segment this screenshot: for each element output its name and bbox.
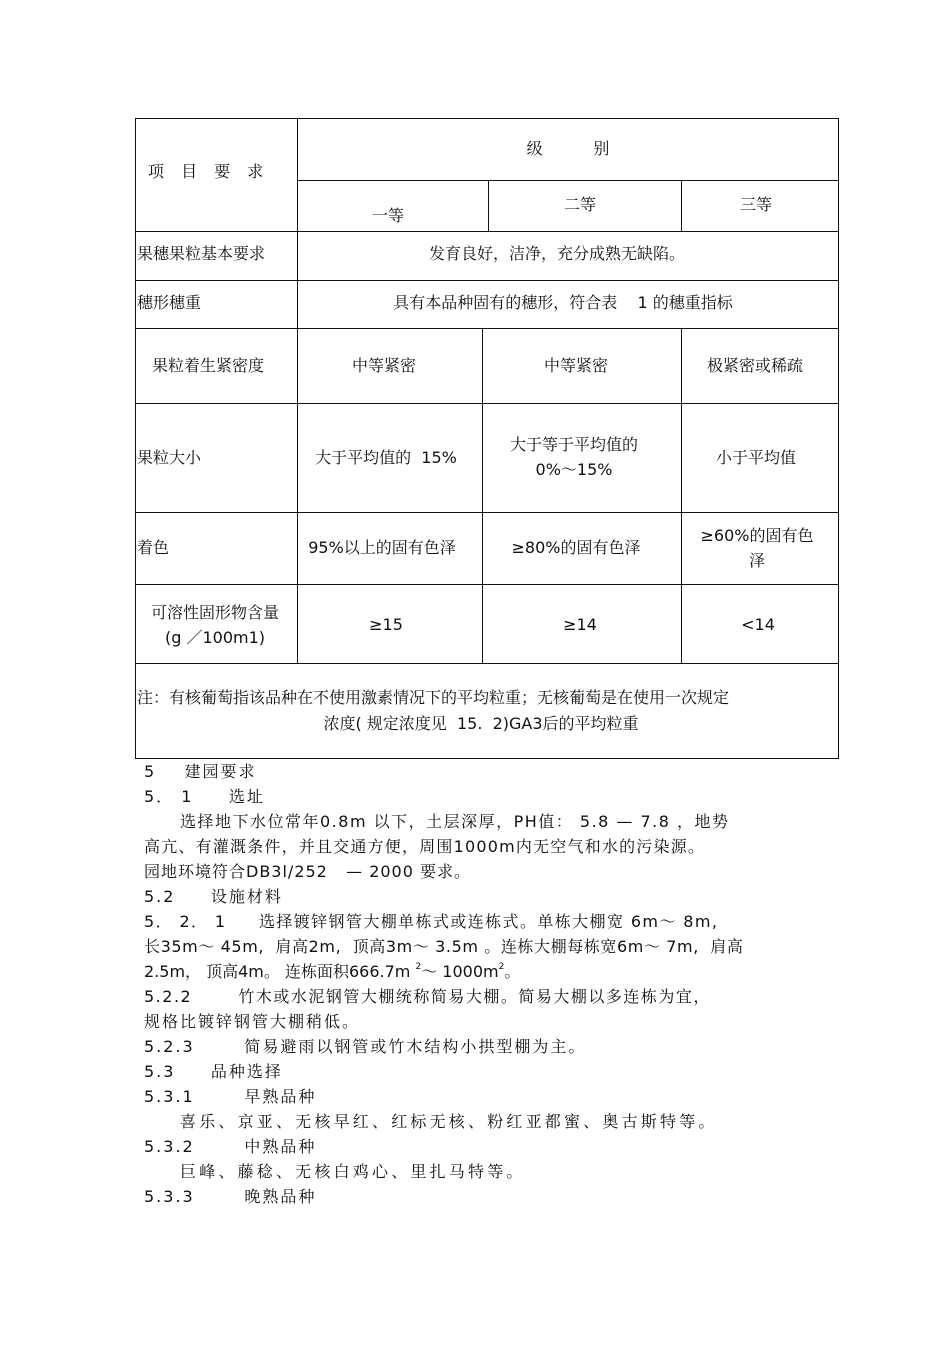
table-rule	[135, 231, 839, 232]
cell-value: ≥14	[563, 615, 597, 634]
table-rule	[135, 512, 839, 513]
table-rule	[135, 663, 839, 664]
cell-value: <14	[741, 615, 775, 634]
paragraph-line: 长35m～ 45m, 肩高2m, 顶高3m～ 3.5m 。连栋大棚每栋宽6m～ 7m, 肩高	[144, 937, 744, 956]
paragraph-line: 高亢、有灌溉条件，并且交通方便，周围1000m内无空气和水的污染源。	[144, 837, 706, 856]
cell-value: 中等紧密	[351, 356, 417, 375]
table-rule	[297, 180, 838, 181]
row-label: 果穗果粒基本要求	[137, 244, 266, 263]
cell-value-line2: 泽	[748, 551, 766, 570]
section-heading: 5.2 设施材料	[144, 887, 283, 906]
area-text: 2.5m， 顶高4m。 连栋面积666.7m	[144, 962, 416, 981]
table-rule	[488, 180, 489, 231]
row-label: 果粒大小	[137, 448, 202, 467]
paragraph-line: 巨峰、藤稔、无核白鸡心、里扎马特等。	[180, 1162, 526, 1181]
area-text: ～ 1000m	[421, 962, 499, 981]
superscript: 2	[415, 962, 422, 972]
table-rule	[135, 584, 839, 585]
paragraph-line: 选择地下水位常年0.8m 以下，土层深厚，PH值： 5.8 — 7.8 ，地势	[180, 812, 730, 831]
cell-value: 中等紧密	[543, 356, 609, 375]
row-label: 可溶性固形物含量	[150, 603, 280, 622]
cell-value: 大于等于平均值的	[509, 435, 639, 454]
paragraph-line: 5． 2． 1 选择镀锌钢管大棚单栋式或连栋式。单栋大棚宽 6m～ 8m,	[144, 912, 719, 931]
section-heading: 5.3 品种选择	[144, 1062, 283, 1081]
header-item: 项 目 要 求	[148, 162, 270, 181]
section-heading: 5． 1 选址	[144, 787, 265, 806]
row-label: 着色	[137, 538, 170, 557]
paragraph-line: 5.2.3 简易避雨以钢管或竹木结构小拱型棚为主。	[144, 1037, 587, 1056]
row-label-line2: (g ／100m1)	[164, 628, 266, 647]
section-heading: 5.3.3 晚熟品种	[144, 1187, 317, 1206]
paragraph-line: 5.2.2 竹木或水泥钢管大棚统称简易大棚。简易大棚以多连栋为宜，	[144, 987, 711, 1006]
table-note: 注：有核葡萄指该品种在不使用激素情况下的平均粒重；无核葡萄是在使用一次规定	[137, 688, 730, 707]
superscript: 2	[498, 962, 505, 972]
section-heading: 5.3.1 早熟品种	[144, 1087, 317, 1106]
cell-value: ≥80%的固有色泽	[511, 538, 641, 557]
cell-value: 大于平均值的 15%	[315, 448, 457, 467]
row-label: 穗形穗重	[137, 293, 202, 312]
paragraph-line	[144, 960, 520, 984]
table-rule	[135, 328, 839, 329]
cell-value: 95%以上的固有色泽	[308, 538, 456, 557]
section-heading: 5.3.2 中熟品种	[144, 1137, 317, 1156]
table-rule	[681, 180, 682, 231]
cell-value: 小于平均值	[715, 448, 797, 467]
table-rule	[297, 118, 298, 663]
paragraph-line: 园地环境符合DB3l/252 — 2000 要求。	[144, 862, 472, 881]
table-rule	[681, 328, 682, 663]
table-rule	[482, 328, 483, 663]
area-text: 。	[504, 962, 521, 981]
grade-1: 一等	[371, 206, 405, 225]
row-merged-value: 具有本品种固有的穗形，符合表 1 的穗重指标	[393, 293, 733, 312]
grade-3: 三等	[739, 195, 773, 214]
row-label: 果粒着生紧密度	[151, 356, 265, 375]
table-note-line2: 浓度( 规定浓度见 15. 2)GA3后的平均粒重	[323, 714, 639, 733]
grade-2: 二等	[563, 195, 597, 214]
cell-value: 极紧密或稀疏	[706, 356, 804, 375]
header-grade: 级 别	[526, 139, 610, 158]
cell-value-line2: 0%～15%	[535, 460, 613, 479]
row-merged-value: 发育良好，洁净，充分成熟无缺陷。	[428, 244, 686, 263]
cell-value: ≥15	[369, 615, 403, 634]
paragraph-line: 喜乐、京亚、无核早红、红标无核、粉红亚都蜜、奥古斯特等。	[180, 1112, 718, 1131]
table-rule	[135, 280, 839, 281]
cell-value: ≥60%的固有色	[700, 526, 814, 545]
section-heading: 5 建园要求	[144, 762, 257, 781]
table-rule	[135, 403, 839, 404]
paragraph-line: 规格比镀锌钢管大棚稍低。	[144, 1012, 361, 1031]
